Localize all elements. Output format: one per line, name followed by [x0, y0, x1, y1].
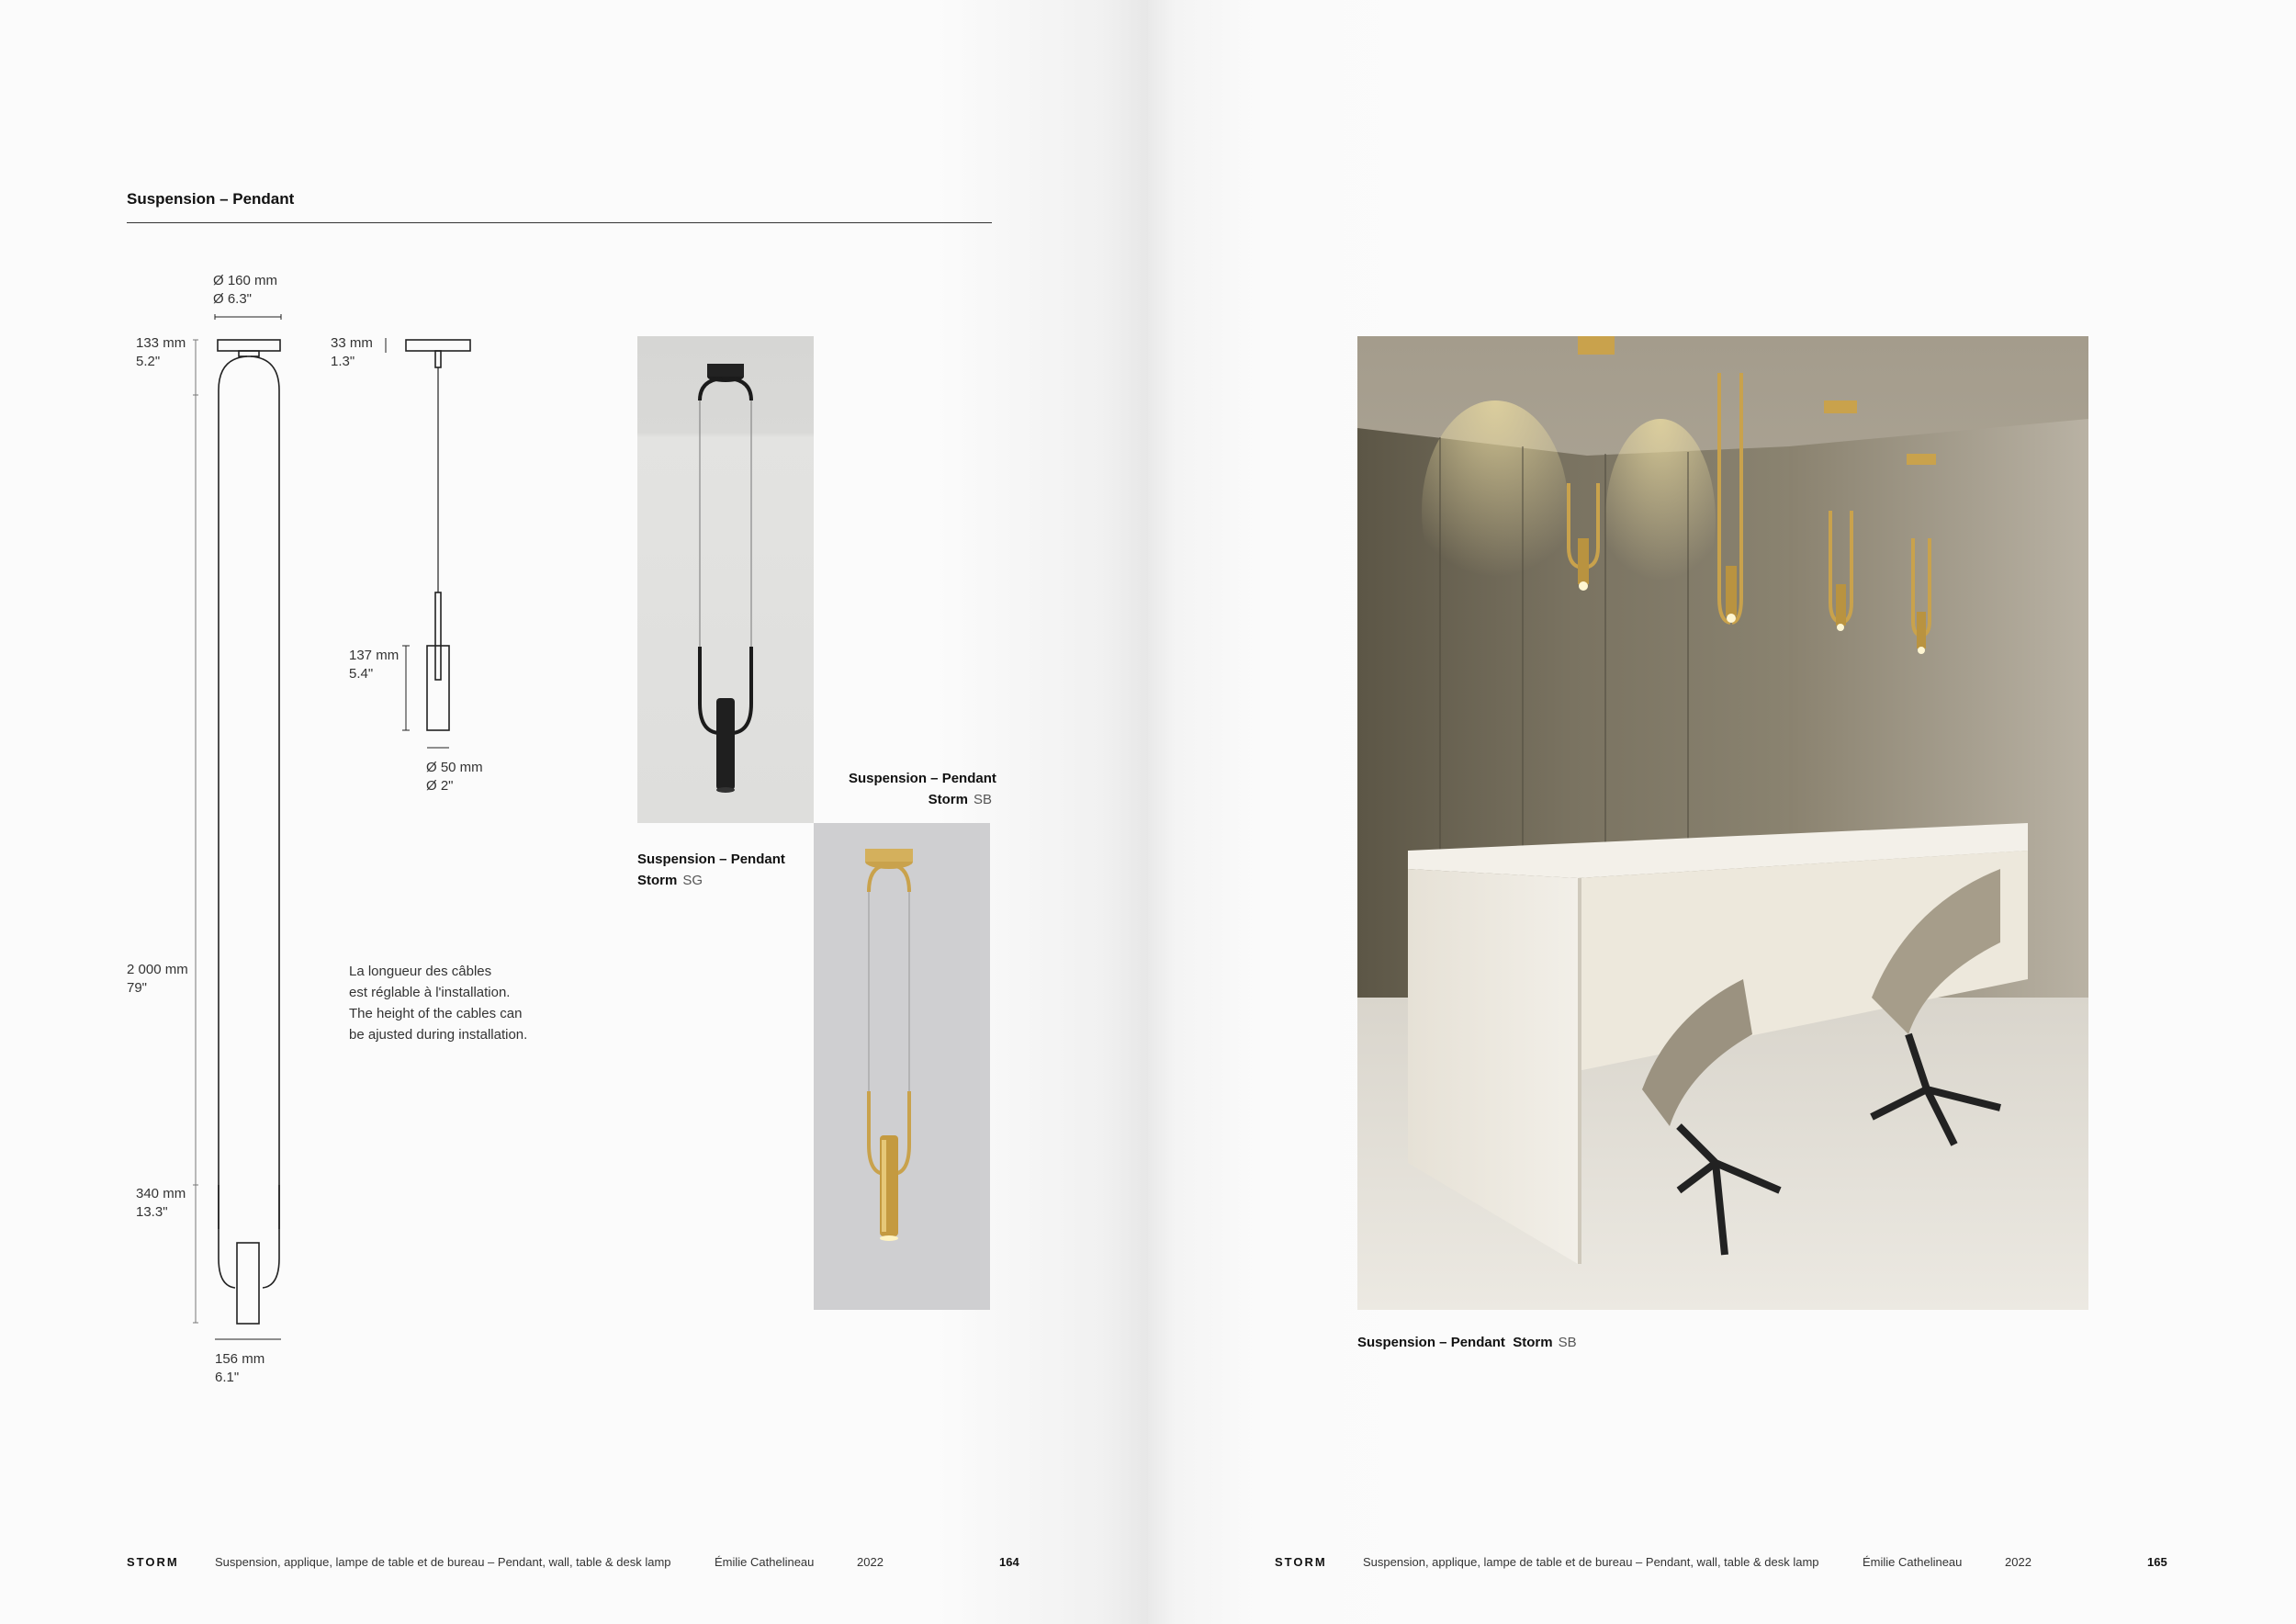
caption-product-name: Storm	[1513, 1335, 1553, 1350]
right-page	[1148, 0, 2296, 1624]
caption-title: Suspension – Pendant	[637, 851, 785, 867]
caption-sg	[637, 849, 785, 891]
caption-product-name: Storm	[928, 792, 968, 807]
dim-inch: 5.2"	[136, 354, 161, 369]
dim-canopy-height	[136, 334, 186, 371]
caption-sb	[849, 768, 996, 810]
footer-year: 2022	[2005, 1555, 2032, 1569]
footer-description: Suspension, applique, lampe de table et de bureau – Pendant, wall, table & desk lamp	[215, 1555, 671, 1569]
footer-year: 2022	[857, 1555, 884, 1569]
footer-designer: Émilie Cathelineau	[1863, 1555, 1963, 1569]
dim-canopy-diameter	[213, 272, 277, 309]
dim-mm: 33 mm	[331, 335, 373, 351]
footer-designer: Émilie Cathelineau	[715, 1555, 815, 1569]
dim-inch: 1.3"	[331, 354, 355, 369]
dim-canopy-side	[331, 334, 373, 371]
caption-code: SG	[682, 873, 703, 888]
pendant-black-illustration	[637, 336, 814, 823]
section-rule	[127, 222, 992, 223]
caption-code: SB	[973, 792, 992, 807]
dim-mm: 137 mm	[349, 648, 400, 663]
dim-lower-part	[136, 1185, 186, 1222]
section-title: Suspension – Pendant	[127, 190, 295, 208]
product-photo-sb	[637, 336, 814, 823]
dim-mm: Ø 50 mm	[426, 760, 483, 775]
dim-inch: 79"	[127, 980, 148, 996]
caption-title: Suspension – Pendant	[1357, 1335, 1505, 1350]
dim-total-length	[127, 961, 188, 998]
dim-mm: Ø 160 mm	[213, 273, 278, 288]
dim-inch: 5.4"	[349, 666, 374, 682]
footer-brand: STORM	[127, 1555, 179, 1569]
dim-inch: 6.1"	[215, 1370, 240, 1385]
dim-mm: 133 mm	[136, 335, 186, 351]
pendant-brass-illustration	[814, 823, 990, 1310]
cable-length-note: La longueur des câbles est réglable à l'installation. The height of the cables can be ajusted during installation.	[349, 964, 528, 1043]
dim-inch: Ø 2"	[426, 778, 454, 794]
dim-mm: 156 mm	[215, 1351, 265, 1367]
dim-inch: 13.3"	[136, 1204, 168, 1220]
dim-bottom-width	[215, 1350, 264, 1387]
caption-title: Suspension – Pendant	[849, 771, 996, 786]
interior-photo	[1357, 336, 2088, 1310]
footer-brand: STORM	[1275, 1555, 1327, 1569]
dim-body-height	[349, 647, 399, 683]
dim-mm: 2 000 mm	[127, 962, 188, 977]
dim-mm: 340 mm	[136, 1186, 186, 1201]
caption-code: SB	[1558, 1335, 1577, 1350]
dim-body-diameter	[426, 759, 483, 795]
dim-inch: Ø 6.3"	[213, 291, 253, 307]
product-photo-sg	[814, 823, 990, 1310]
caption-interior	[1357, 1336, 1577, 1349]
caption-product-name: Storm	[637, 873, 678, 888]
interior-scene-illustration	[1357, 336, 2088, 1310]
page-number: 165	[2147, 1555, 2167, 1569]
page-number: 164	[999, 1555, 1019, 1569]
technical-drawing	[119, 266, 634, 1442]
footer-description: Suspension, applique, lampe de table et de bureau – Pendant, wall, table & desk lamp	[1363, 1555, 1819, 1569]
